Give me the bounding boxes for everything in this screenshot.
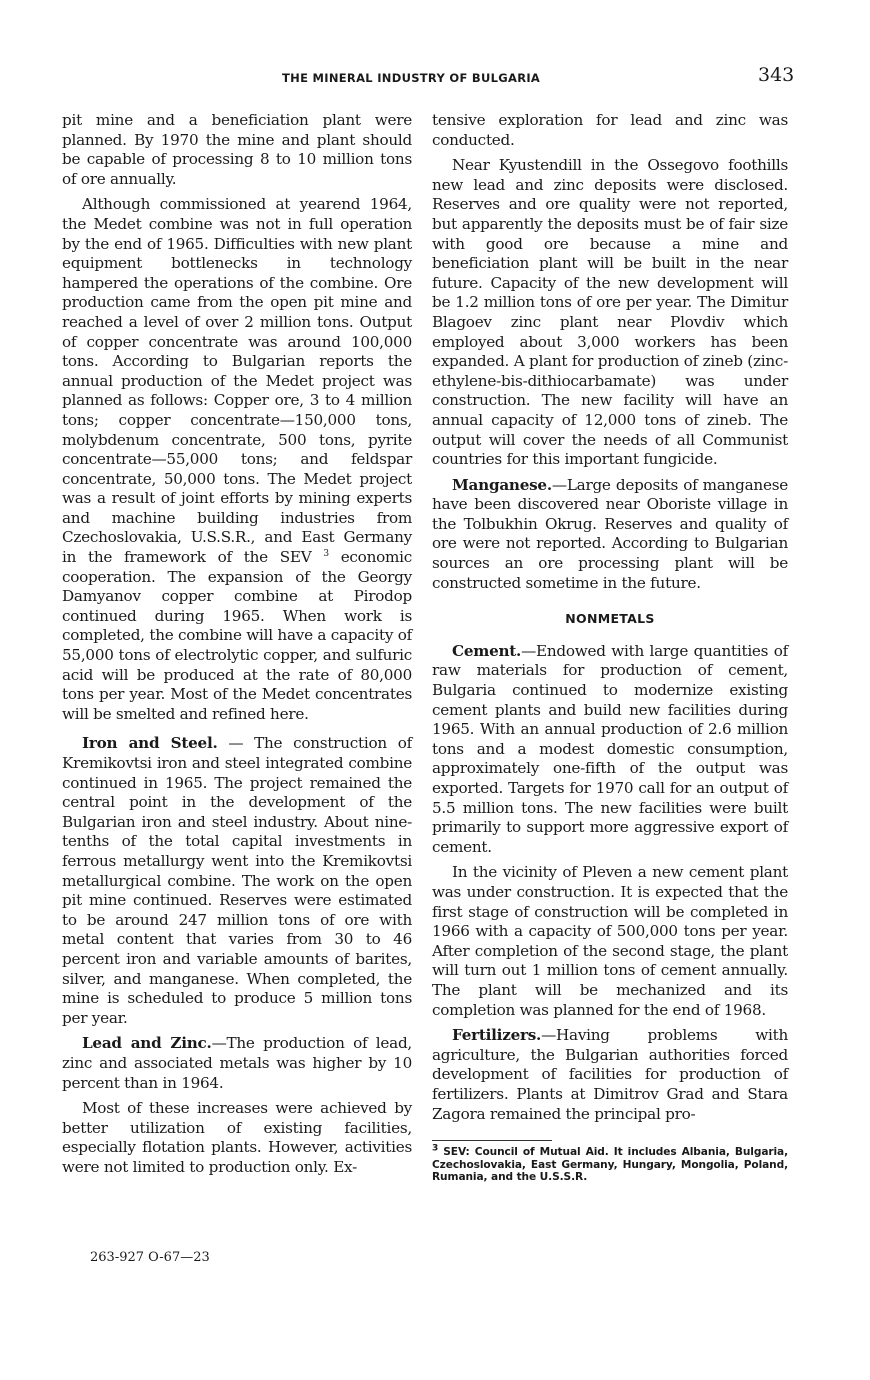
paragraph-pleven: In the vicinity of Pleven a new cement plant was under construction. It is expected that the first stage of construction will be completed in 1966 with a capacity of 500,000 tons per year. After completion of the second stage, the plant will turn out 1 million tons of cement annually. The plant will be mechanized and its completion was planned for the end of 1968. (432, 863, 788, 1019)
run-in-heading-fertilizers: Fertilizers. (452, 1026, 542, 1045)
running-header: THE MINERAL INDUSTRY OF BULGARIA (282, 71, 541, 85)
paragraph-manganese (432, 476, 788, 594)
section-heading-nonmetals: NONMETALS (565, 611, 655, 627)
footnote-marker: 3 (432, 1143, 439, 1154)
footnote-text: SEV: Council of Mutual Aid. It includes Albania, Bulgaria, Czechoslovakia, East Germany, Hungary, Mongolia, Poland, Rumania, and the U.S.S.R. (432, 1146, 788, 1184)
paragraph-increases: Most of these increases were achieved by better utilization of existing facilities, especially flotation plants. However, activities were not limited to production only. Ex- (62, 1099, 412, 1176)
run-in-heading-iron-steel: Iron and Steel. (82, 734, 218, 753)
print-code: 263-927 O-67—23 (90, 1250, 210, 1265)
paragraph-iron-steel (62, 734, 412, 1028)
paragraph-text: —Endowed with large quantities of raw materials for production of cement, Bulgaria continued to modernize existing cement plants and build new facilities during 1965. With an annual production of 2.6 million tons and a modest domestic consumption, approximately one-fifth of the output was exported. Targets for 1970 call for an output of 5.5 million tons. The new facilities were built primarily to support more aggressive export of cement. (432, 641, 788, 856)
paragraph-medet-continued: pit mine and a beneficiation plant were planned. By 1970 the mine and plant should be capable of processing 8 to 10 million tons of ore annually. (62, 111, 412, 188)
paragraph-exploration: tensive exploration for lead and zinc was conducted. (432, 111, 788, 149)
paragraph-cement (432, 642, 788, 858)
paragraph-fertilizers (432, 1026, 788, 1124)
paragraph-kyustendill: Near Kyustendill in the Ossegovo foothills new lead and zinc deposits were disclosed. Reserves and ore quality were not reported, but apparently the deposits must be of fair size with good ore because a mine and beneficiation plant will be built in the near future. Capacity of the new development will be 1.2 million tons of ore per year. The Dimitur Blagoev zinc plant near Plovdiv which employed about 3,000 workers has been expanded. A plant for production of zineb (zinc-ethylene-bis-dithiocarbamate) was under construction. The new facility will have an annual capacity of 12,000 tons of zineb. The output will cover the needs of all Communist countries for this important fungicide. (432, 156, 789, 469)
run-in-heading-cement: Cement. (452, 641, 522, 660)
run-in-heading-lead-zinc: Lead and Zinc. (82, 1034, 212, 1053)
footnote-divider (432, 1140, 552, 1141)
paragraph-text: —Large deposits of manganese have been discovered near Oboriste village in the Tolbukhin Okrug. Reserves and quality of ore were not reported. According to Bulgarian sources an ore processing plant will be constructed sometime in the future. (432, 475, 788, 592)
paragraph-medet-combine (62, 195, 412, 724)
footnote (432, 1143, 788, 1184)
paragraph-text: — The construction of Kremikovtsi iron and steel integrated combine continued in 1965. The project remained the central point in the development of the Bulgarian iron and steel industry. About nine-tenths of the total capital investments in ferrous metallurgy went into the Kremikovtsi metallurgical combine. The work on the open pit mine continued. Reserves were estimated to be around 247 million tons of ore with metal content that varies from 30 to 46 percent iron and variable amounts of barites, silver, and manganese. When completed, the mine is scheduled to produce 5 million tons per year. (62, 734, 412, 1027)
paragraph-text: —Having problems with agriculture, the Bulgarian authorities forced development of facilities for production of fertilizers. Plants at Dimitrov Grad and Stara Zagora remained the principal pro- (432, 1026, 788, 1123)
paragraph-text: —The production of lead, zinc and associated metals was higher by 10 percent than in 1964. (62, 1034, 412, 1092)
footnote-reference: 3 (323, 549, 329, 559)
paragraph-text: economic cooperation. The expansion of the Georgy Damyanov copper combine at Pirodop continued during 1965. When work is completed, the combine will have a capacity of 55,000 tons of electrolytic copper, and sulfuric acid will be produced at the rate of 80,000 tons per year. Most of the Medet concentrates will be smelted and refined here. (62, 548, 413, 723)
left-column (62, 111, 412, 1183)
right-column (432, 111, 788, 1184)
paragraph-lead-zinc (62, 1034, 412, 1093)
page-number: 343 (758, 64, 795, 86)
run-in-heading-manganese: Manganese. (452, 475, 552, 494)
paragraph-text: Although commissioned at yearend 1964, the Medet combine was not in full operation by the end of 1965. Difficulties with new plant equipment bottlenecks in technology hampered the operations of the combine. Ore production came from the open pit mine and reached a level of over 2 million tons. Output of copper concentrate was around 100,000 tons. According to Bulgarian reports the annual production of the Medet project was planned as follows: Copper ore, 3 to 4 million tons; copper concentrate—150,000 tons, molybdenum concentrate, 500 tons, pyrite concentrate—55,000 tons; and feldspar concentrate, 50,000 tons. The Medet project was a result of joint efforts by mining experts and machine building industries from Czechoslovakia, U.S.S.R., and East Germany in the framework of the SEV (62, 195, 412, 567)
